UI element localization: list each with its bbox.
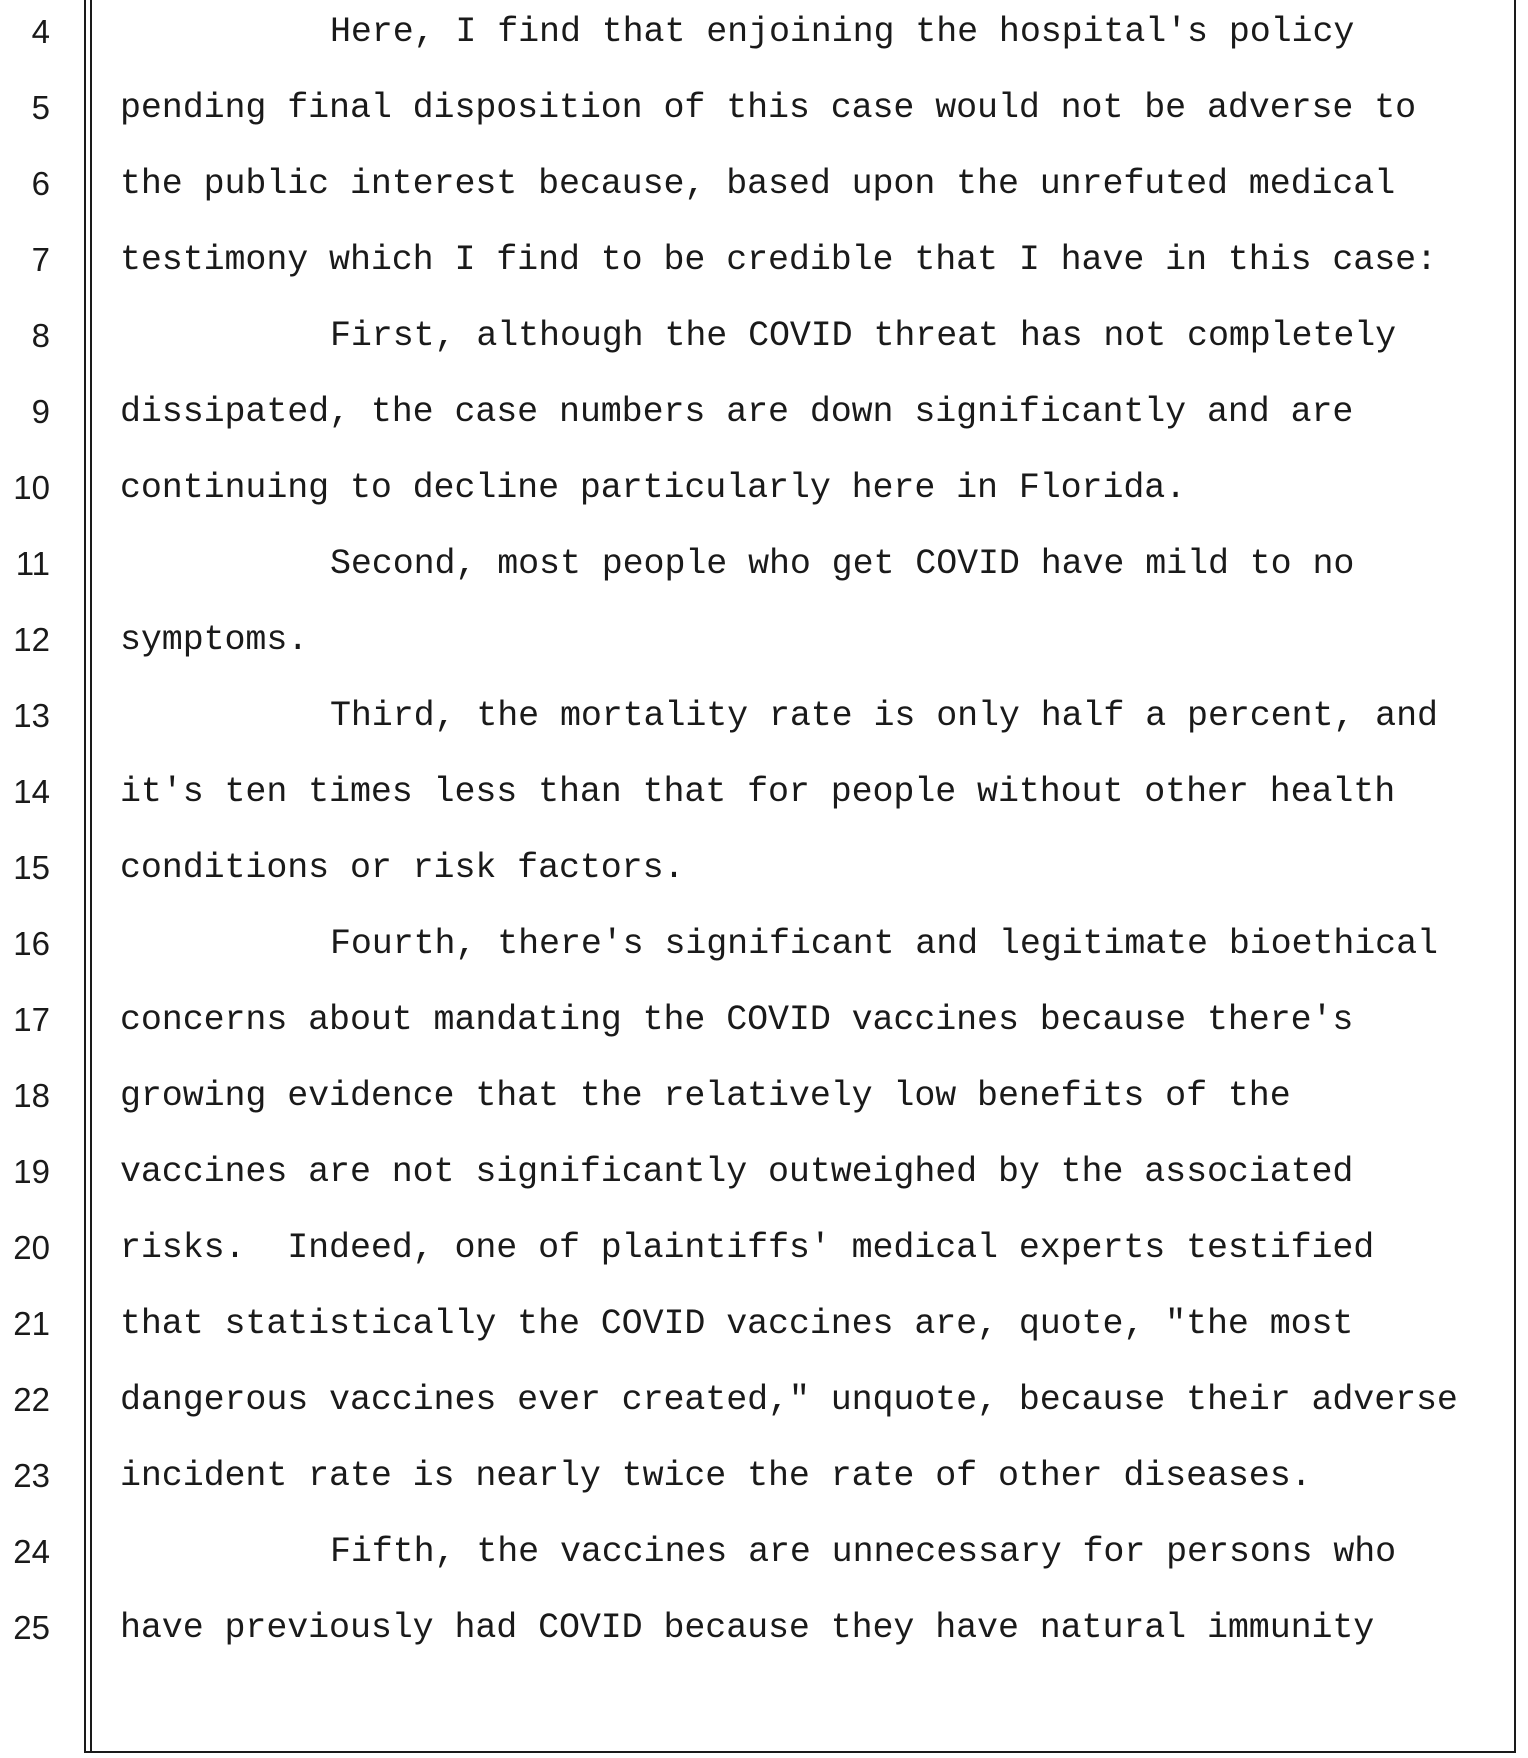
line-number: 10 [13, 469, 50, 506]
transcript-line [0, 78, 1500, 138]
line-text: Second, most people who get COVID have mild to no [330, 544, 1355, 584]
line-number: 17 [13, 1001, 50, 1038]
line-number: 16 [13, 925, 50, 962]
line-number: 18 [13, 1077, 50, 1114]
line-text: the public interest because, based upon the unrefuted medical [120, 164, 1396, 204]
line-text: dissipated, the case numbers are down significantly and are [120, 392, 1354, 432]
line-number: 21 [13, 1305, 50, 1342]
line-text: pending final disposition of this case would not be adverse to [120, 88, 1417, 128]
transcript-line [0, 2, 1500, 62]
line-number: 11 [15, 545, 50, 582]
line-text: that statistically the COVID vaccines are, quote, "the most [120, 1304, 1354, 1344]
transcript-line [0, 534, 1500, 594]
line-text: conditions or risk factors. [120, 848, 685, 888]
transcript-line [0, 838, 1500, 898]
transcript-line [0, 1294, 1500, 1354]
line-number: 14 [13, 773, 50, 810]
line-text: Here, I find that enjoining the hospital's policy [330, 12, 1355, 52]
bottom-rule [84, 1751, 1516, 1753]
transcript-line [0, 914, 1500, 974]
line-number: 13 [13, 697, 50, 734]
line-number: 5 [31, 89, 50, 126]
line-text: testimony which I find to be credible that I have in this case: [120, 240, 1437, 280]
line-number: 12 [13, 621, 50, 658]
transcript-line [0, 306, 1500, 366]
transcript-line [0, 1446, 1500, 1506]
transcript-line [0, 1142, 1500, 1202]
transcript-line [0, 1066, 1500, 1126]
line-number: 7 [31, 241, 50, 278]
line-text: concerns about mandating the COVID vaccines because there's [120, 1000, 1354, 1040]
transcript-line [0, 1522, 1500, 1582]
line-number: 24 [13, 1533, 50, 1570]
line-number: 6 [31, 165, 50, 202]
right-margin-rule [1514, 0, 1516, 1752]
line-text: incident rate is nearly twice the rate of other diseases. [120, 1456, 1312, 1496]
line-text: continuing to decline particularly here in Florida. [120, 468, 1187, 508]
transcript-line [0, 230, 1500, 290]
line-text: Fourth, there's significant and legitimate bioethical [330, 924, 1438, 964]
transcript-line [0, 458, 1500, 518]
transcript-line [0, 1598, 1500, 1658]
transcript-line [0, 610, 1500, 670]
line-number: 8 [31, 317, 50, 354]
line-text: vaccines are not significantly outweighed by the associated [120, 1152, 1354, 1192]
line-text: symptoms. [120, 620, 309, 660]
line-number: 23 [13, 1457, 50, 1494]
line-number: 25 [13, 1609, 50, 1646]
line-number: 22 [13, 1381, 50, 1418]
line-text: Third, the mortality rate is only half a percent, and [330, 696, 1438, 736]
transcript-line [0, 154, 1500, 214]
transcript-line [0, 382, 1500, 442]
line-number: 15 [13, 849, 50, 886]
transcript-line [0, 686, 1500, 746]
line-number: 4 [31, 13, 50, 50]
line-text: have previously had COVID because they have natural immunity [120, 1608, 1375, 1648]
line-text: it's ten times less than that for people without other health [120, 772, 1396, 812]
line-text: Fifth, the vaccines are unnecessary for persons who [330, 1532, 1397, 1572]
line-text: risks. Indeed, one of plaintiffs' medical experts testified [120, 1228, 1375, 1268]
transcript-line [0, 1218, 1500, 1278]
transcript-line [0, 1370, 1500, 1430]
line-text: First, although the COVID threat has not completely [330, 316, 1397, 356]
line-number: 19 [13, 1153, 50, 1190]
transcript-line [0, 762, 1500, 822]
line-number: 20 [13, 1229, 50, 1266]
transcript-line [0, 990, 1500, 1050]
line-number: 9 [31, 393, 50, 430]
line-text: dangerous vaccines ever created," unquote, because their adverse [120, 1380, 1458, 1420]
line-text: growing evidence that the relatively low benefits of the [120, 1076, 1291, 1116]
